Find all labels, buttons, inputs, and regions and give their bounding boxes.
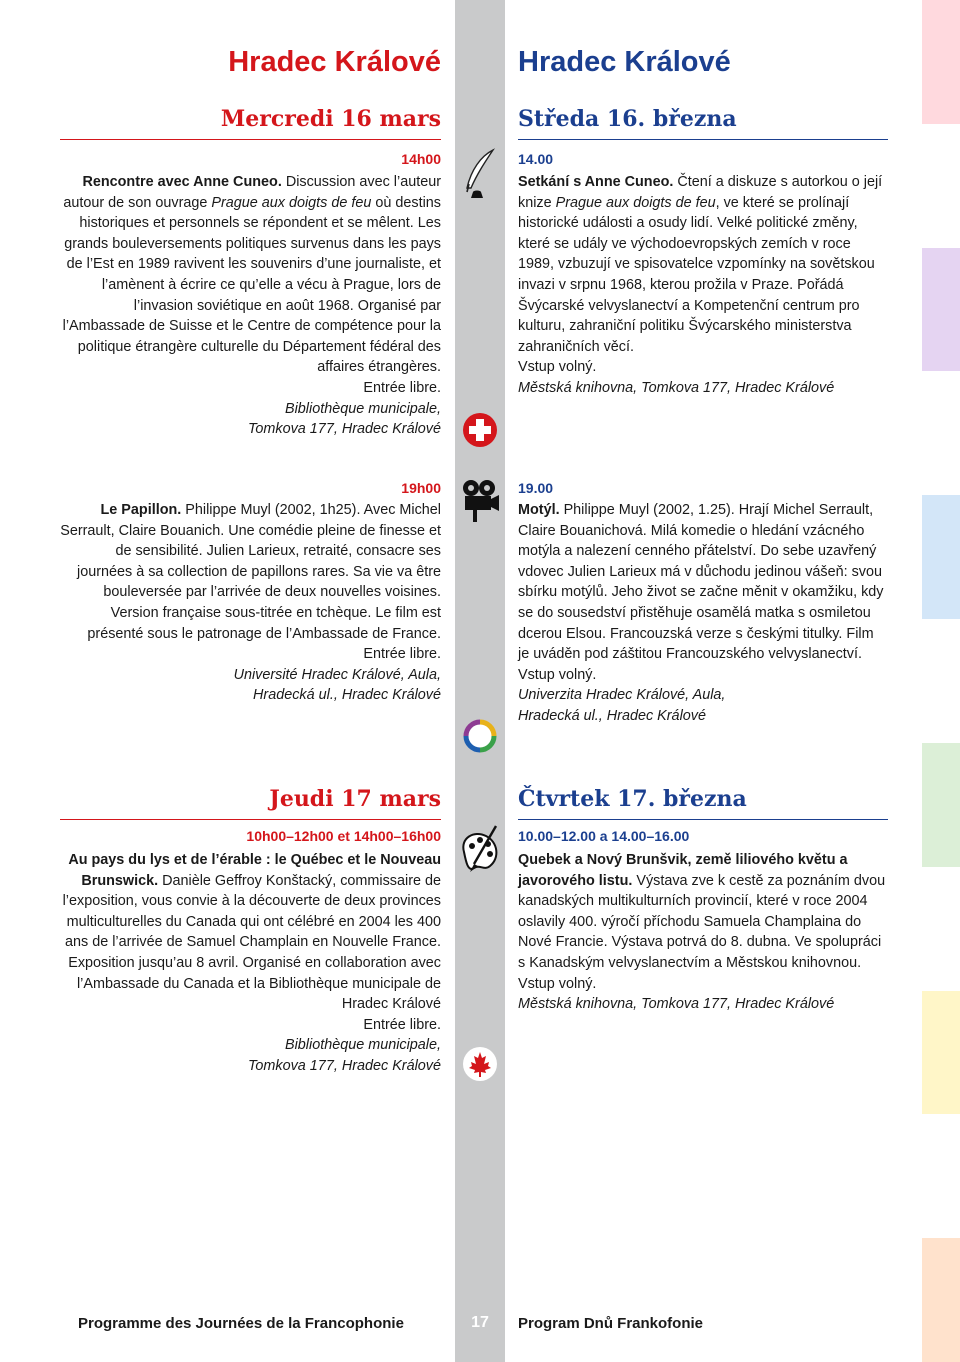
edge-stripe bbox=[922, 371, 960, 495]
film-camera-icon bbox=[459, 478, 501, 524]
event-text-cz-2: Philippe Muyl (2002, 1.25). Hrají Michel Serrault, Claire Bouanichová. Milá komedie o hledání vzácného motýla a nalezení cenného přátelství. Do sebe uzavřený vdovec Julien Larieux má v důchodu jedinou vášeň: svou sbírku motýlů. Jeho život se začne měnit v okamžiku, kdy se do sousedství přistěhuje osamělá matka s osmiletou dcerou Elsou. Francouzská verze s českými titulky. Film je uváděn pod záštitou Francouzského velvyslanectví. bbox=[518, 502, 884, 663]
event-text-fr-1b: où destins historiques et personnels se répondent et se mêlent. Les grands bouleversements politiques survenus dans les pays de l’Est en 1989 ravivent les souvenirs d’une journaliste, et l’amènent à écrire ce qu’elle a vécu à Prague, lors de l’invasion soviétique en août 1968. Organisé par l’Ambassade de Suisse et le Centre de compétence pour la politique étrangère culturelle du Département fédéral des affaires étrangères. bbox=[62, 194, 441, 376]
quill-pen-icon bbox=[459, 148, 501, 202]
entry-cz-1: Vstup volný. bbox=[518, 359, 597, 376]
entry-cz-3: Vstup volný. bbox=[518, 975, 597, 992]
edge-stripes bbox=[922, 0, 960, 1362]
event-title-fr-3: Au pays du lys et de l’érable : le Québec et le Nouveau Brunswick. bbox=[68, 852, 441, 889]
event-time-fr-2: 19h00 bbox=[401, 480, 441, 496]
swiss-flag-icon bbox=[462, 412, 498, 448]
footer-left: Programme des Journées de la Francophonie bbox=[78, 1315, 404, 1332]
event-time-cz-3: 10.00–12.00 a 14.00–16.00 bbox=[518, 828, 690, 844]
venue-cz-3: Městská knihovna, Tomkova 177, Hradec Králové bbox=[518, 996, 835, 1013]
event-desc-fr-3 bbox=[60, 850, 441, 1077]
event-time-fr-1: 14h00 bbox=[401, 151, 441, 167]
center-strip bbox=[455, 0, 505, 1362]
event-text-cz-3: Výstava zve k cestě za poznáním dvou kanadských multikulturních provincií, které v roce 2004 oslavily 400. výročí příchodu Samuela Champlaina do Nové Francie. Výstava potrvá do 8. dubna. Ve spolupráci s Kanadským velvyslanectvím a Městskou knihovnou. bbox=[518, 872, 886, 971]
venue-fr-2a: Université Hradec Králové, Aula, bbox=[233, 666, 441, 683]
event-title-cz-1: Setkání s Anne Cuneo. bbox=[518, 174, 674, 190]
entry-fr-3: Entrée libre. bbox=[363, 1016, 441, 1033]
edge-stripe bbox=[922, 495, 960, 619]
venue-fr-3a: Bibliothèque municipale, bbox=[285, 1037, 441, 1054]
venue-cz-2a: Univerzita Hradec Králové, Aula, bbox=[518, 687, 726, 704]
edge-stripe bbox=[922, 867, 960, 991]
edge-stripe bbox=[922, 0, 960, 124]
event-title-fr-2: Le Papillon. bbox=[100, 502, 182, 518]
event-desc-fr-2 bbox=[60, 500, 441, 706]
book-title-cz: Prague aux doigts de feu bbox=[555, 194, 716, 211]
edge-stripe bbox=[922, 1238, 960, 1362]
canada-flag-icon bbox=[462, 1046, 498, 1082]
event-desc-cz-3 bbox=[518, 850, 888, 1015]
divider-fr-2 bbox=[60, 819, 441, 820]
event-desc-cz-1 bbox=[518, 172, 888, 399]
event-title-cz-3: Quebek a Nový Brunšvik, země liliového květu a javorového listu. bbox=[518, 852, 848, 889]
event-text-cz-1a: Čtení a diskuze s autorkou o její knize bbox=[518, 174, 883, 211]
venue-cz-2b: Hradecká ul., Hradec Králové bbox=[518, 707, 706, 724]
edge-stripe bbox=[922, 743, 960, 867]
venue-fr-1a: Bibliothèque municipale, bbox=[285, 400, 441, 417]
divider-cz-2 bbox=[518, 819, 888, 820]
city-title-cz: Hradec Králové bbox=[518, 46, 731, 78]
day-heading-cz-1: Středa 16. března bbox=[518, 106, 737, 132]
edge-stripe bbox=[922, 248, 960, 372]
event-desc-fr-1 bbox=[60, 172, 441, 440]
event-time-cz-2: 19.00 bbox=[518, 480, 554, 496]
venue-fr-3b: Tomkova 177, Hradec Králové bbox=[247, 1057, 441, 1074]
event-title-fr-1: Rencontre avec Anne Cuneo. bbox=[82, 174, 282, 190]
venue-fr-2b: Hradecká ul., Hradec Králové bbox=[253, 687, 441, 704]
entry-fr-2: Entrée libre. bbox=[363, 646, 441, 663]
entry-cz-2: Vstup volný. bbox=[518, 666, 597, 683]
page-number: 17 bbox=[471, 1314, 489, 1331]
footer-right: Program Dnů Frankofonie bbox=[518, 1315, 704, 1332]
event-text-fr-3: Danièle Geffroy Konštacký, commissaire de l’exposition, vous convie à la découverte de deux provinces multiculturelles du Canada qui ont célébré en 2004 les 400 ans de l’arrivée de Samuel Champlain en Nouvelle France. Exposition jusqu’au 8 avril. Organisé en collaboration avec l’Ambassade du Canada et la Bibliothèque municipale de Hradec Králové bbox=[62, 872, 441, 1013]
day-heading-cz-2: Čtvrtek 17. března bbox=[518, 786, 747, 812]
edge-stripe bbox=[922, 1114, 960, 1238]
event-title-cz-2: Motýl. bbox=[518, 502, 560, 518]
entry-fr-1: Entrée libre. bbox=[363, 379, 441, 396]
day-heading-fr-1: Mercredi 16 mars bbox=[220, 106, 441, 132]
event-time-cz-1: 14.00 bbox=[518, 151, 554, 167]
event-text-fr-1a: Discussion avec l’auteur autour de son ouvrage bbox=[63, 174, 441, 211]
edge-stripe bbox=[922, 991, 960, 1115]
paint-palette-icon bbox=[458, 824, 502, 884]
venue-cz-1: Městská knihovna, Tomkova 177, Hradec Králové bbox=[518, 379, 835, 396]
divider-cz-1 bbox=[518, 139, 888, 140]
venue-fr-1b: Tomkova 177, Hradec Králové bbox=[247, 421, 441, 438]
event-desc-cz-2 bbox=[518, 500, 888, 727]
divider-fr-1 bbox=[60, 139, 441, 140]
day-heading-fr-2: Jeudi 17 mars bbox=[269, 786, 441, 812]
book-title-fr: Prague aux doigts de feu bbox=[211, 194, 372, 211]
event-text-cz-1b: , ve které se prolínají historické události a osudy lidí. Velké politické změny, které se udály ve východoevropských zemích v roce 1989, vzbuzují ve spisovatelce vzpomínky na sovětskou invazi v srpnu 1968, kterou prožila v Praze. Pořádá Švýcarské velvyslanectví a Kompetenční centrum pro kulturu, zahraniční politiku Švýcarského ministerstva zahraničních věcí. bbox=[518, 194, 875, 355]
city-title-fr: Hradec Králové bbox=[228, 46, 441, 78]
edge-stripe bbox=[922, 619, 960, 743]
edge-stripe bbox=[922, 124, 960, 248]
event-text-fr-2: Philippe Muyl (2002, 1h25). Avec Michel Serrault, Claire Bouanich. Une comédie pleine de finesse et de sensibilité. Julien Larieux, retraité, consacre ses journées à sa collection de papillons rares. Sa vie va être bouleversée par l’arrivée de deux nouvelles voisines. Version française sous-titrée en tchèque. Le film est présenté sous le patronage de l’Ambassade de France. bbox=[60, 502, 441, 642]
francophonie-logo-icon bbox=[462, 718, 498, 754]
event-time-fr-3: 10h00–12h00 et 14h00–16h00 bbox=[246, 828, 441, 844]
